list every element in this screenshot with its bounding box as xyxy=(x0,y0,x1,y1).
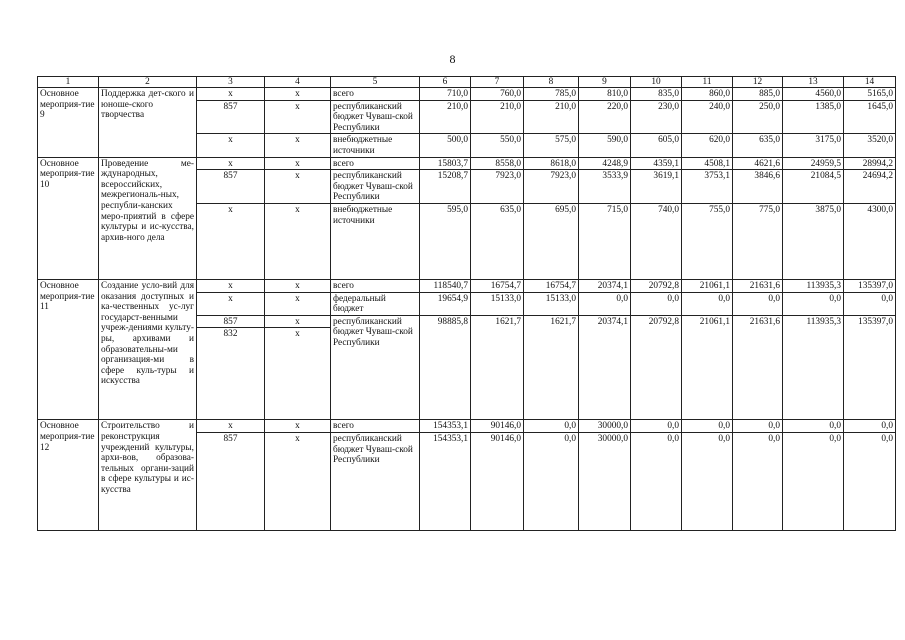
value-cell: 0,0 xyxy=(524,432,579,530)
value-cell: 24959,5 xyxy=(783,157,844,170)
code-cell: 857 xyxy=(197,170,265,204)
header-cell: 9 xyxy=(579,77,631,88)
value-cell: 4508,1 xyxy=(682,157,733,170)
value-cell: 7923,0 xyxy=(524,170,579,204)
value-cell: 20792,8 xyxy=(631,315,682,420)
value-cell: 7923,0 xyxy=(471,170,524,204)
value-cell: 0,0 xyxy=(844,292,896,315)
funding-source: внебюджетные источники xyxy=(331,203,420,279)
value-cell: 4300,0 xyxy=(844,203,896,279)
value-cell: 0,0 xyxy=(682,420,733,433)
header-cell: 6 xyxy=(420,77,471,88)
value-cell: 860,0 xyxy=(682,88,733,101)
funding-source: всего xyxy=(331,279,420,292)
value-cell: 4560,0 xyxy=(783,88,844,101)
value-cell: 135397,0 xyxy=(844,279,896,292)
value-cell: 250,0 xyxy=(733,100,783,134)
value-cell: 1645,0 xyxy=(844,100,896,134)
code-cell: x xyxy=(265,279,331,292)
value-cell: 0,0 xyxy=(844,420,896,433)
funding-source: всего xyxy=(331,157,420,170)
value-cell: 0,0 xyxy=(579,292,631,315)
code-cell: x xyxy=(265,157,331,170)
value-cell: 0,0 xyxy=(524,420,579,433)
value-cell: 755,0 xyxy=(682,203,733,279)
value-cell: 20792,8 xyxy=(631,279,682,292)
code-cell: x xyxy=(265,420,331,433)
measure-description: Поддержка дет-ского и юноше-ского творчества xyxy=(99,88,197,158)
value-cell: 3619,1 xyxy=(631,170,682,204)
page-number: 8 xyxy=(449,52,456,66)
value-cell: 24694,2 xyxy=(844,170,896,204)
code-cell: x xyxy=(197,203,265,279)
value-cell: 3533,9 xyxy=(579,170,631,204)
value-cell: 1385,0 xyxy=(783,100,844,134)
funding-source: республиканский бюджет Чуваш-ской Республики xyxy=(331,432,420,530)
value-cell: 605,0 xyxy=(631,134,682,157)
value-cell: 635,0 xyxy=(471,203,524,279)
code-cell: x xyxy=(265,432,331,530)
value-cell: 21084,5 xyxy=(783,170,844,204)
value-cell: 575,0 xyxy=(524,134,579,157)
value-cell: 16754,7 xyxy=(524,279,579,292)
value-cell: 4621,6 xyxy=(733,157,783,170)
code-cell: x xyxy=(265,88,331,101)
value-cell: 135397,0 xyxy=(844,315,896,420)
value-cell: 710,0 xyxy=(420,88,471,101)
value-cell: 0,0 xyxy=(844,432,896,530)
table-row xyxy=(38,88,896,101)
measure-name: Основное мероприя-тие 9 xyxy=(38,88,99,158)
funding-source: республиканский бюджет Чуваш-ской Республики xyxy=(331,315,420,420)
value-cell: 695,0 xyxy=(524,203,579,279)
value-cell: 740,0 xyxy=(631,203,682,279)
header-cell: 14 xyxy=(844,77,896,88)
code-cell: 857 xyxy=(197,432,265,530)
value-cell: 230,0 xyxy=(631,100,682,134)
header-cell: 11 xyxy=(682,77,733,88)
funding-source: внебюджетные источники xyxy=(331,134,420,157)
header-cell: 12 xyxy=(733,77,783,88)
code-cell: 857 xyxy=(197,315,265,328)
header-cell: 7 xyxy=(471,77,524,88)
header-cell: 8 xyxy=(524,77,579,88)
value-cell: 715,0 xyxy=(579,203,631,279)
value-cell: 21631,6 xyxy=(733,279,783,292)
code-cell: x xyxy=(265,315,331,328)
budget-table xyxy=(37,76,896,531)
value-cell: 595,0 xyxy=(420,203,471,279)
code-cell: x xyxy=(265,170,331,204)
code-cell: 832 xyxy=(197,328,265,420)
funding-source: всего xyxy=(331,420,420,433)
value-cell: 15133,0 xyxy=(471,292,524,315)
measure-name: Основное мероприя-тие 11 xyxy=(38,279,99,419)
measure-description: Проведение ме-ждународных, всероссийских, межрегиональ-ных, республи-канских меро-приятий в сфере культуры и ис-кусства, архив-ного дела xyxy=(99,157,197,279)
value-cell: 8618,0 xyxy=(524,157,579,170)
code-cell: x xyxy=(197,157,265,170)
value-cell: 21631,6 xyxy=(733,315,783,420)
value-cell: 0,0 xyxy=(783,292,844,315)
code-cell: 857 xyxy=(197,100,265,134)
value-cell: 785,0 xyxy=(524,88,579,101)
value-cell: 113935,3 xyxy=(783,279,844,292)
value-cell: 3175,0 xyxy=(783,134,844,157)
value-cell: 220,0 xyxy=(579,100,631,134)
value-cell: 4359,1 xyxy=(631,157,682,170)
value-cell: 113935,3 xyxy=(783,315,844,420)
value-cell: 0,0 xyxy=(733,432,783,530)
value-cell: 885,0 xyxy=(733,88,783,101)
value-cell: 15208,7 xyxy=(420,170,471,204)
value-cell: 3875,0 xyxy=(783,203,844,279)
value-cell: 16754,7 xyxy=(471,279,524,292)
value-cell: 90146,0 xyxy=(471,420,524,433)
code-cell: x xyxy=(265,100,331,134)
value-cell: 21061,1 xyxy=(682,315,733,420)
table-row xyxy=(38,157,896,170)
value-cell: 3520,0 xyxy=(844,134,896,157)
funding-source: федеральный бюджет xyxy=(331,292,420,315)
value-cell: 28994,2 xyxy=(844,157,896,170)
value-cell: 154353,1 xyxy=(420,420,471,433)
value-cell: 835,0 xyxy=(631,88,682,101)
code-cell: x xyxy=(197,292,265,315)
value-cell: 635,0 xyxy=(733,134,783,157)
code-cell: x xyxy=(197,420,265,433)
code-cell: x xyxy=(265,292,331,315)
measure-name: Основное мероприя-тие 10 xyxy=(38,157,99,279)
value-cell: 30000,0 xyxy=(579,420,631,433)
measure-name: Основное мероприя-тие 12 xyxy=(38,420,99,531)
header-cell: 3 xyxy=(197,77,265,88)
value-cell: 20374,1 xyxy=(579,279,631,292)
header-cell: 5 xyxy=(331,77,420,88)
value-cell: 15133,0 xyxy=(524,292,579,315)
header-cell: 4 xyxy=(265,77,331,88)
value-cell: 0,0 xyxy=(631,432,682,530)
value-cell: 0,0 xyxy=(783,420,844,433)
value-cell: 0,0 xyxy=(631,420,682,433)
funding-source: всего xyxy=(331,88,420,101)
table-row xyxy=(38,279,896,292)
value-cell: 3846,6 xyxy=(733,170,783,204)
header-cell: 13 xyxy=(783,77,844,88)
code-cell: x xyxy=(265,134,331,157)
measure-description: Создание усло-вий для оказания доступных и ка-чественных ус-луг государст-венными учреж-дениями культу-ры, архивами и образовательны-ми организация-ми в сфере куль-туры и искусства xyxy=(99,279,197,419)
value-cell: 0,0 xyxy=(733,420,783,433)
value-cell: 550,0 xyxy=(471,134,524,157)
value-cell: 5165,0 xyxy=(844,88,896,101)
code-cell: x xyxy=(197,279,265,292)
value-cell: 154353,1 xyxy=(420,432,471,530)
value-cell: 21061,1 xyxy=(682,279,733,292)
value-cell: 90146,0 xyxy=(471,432,524,530)
value-cell: 810,0 xyxy=(579,88,631,101)
value-cell: 590,0 xyxy=(579,134,631,157)
value-cell: 775,0 xyxy=(733,203,783,279)
value-cell: 210,0 xyxy=(524,100,579,134)
value-cell: 4248,9 xyxy=(579,157,631,170)
value-cell: 1621,7 xyxy=(471,315,524,420)
value-cell: 30000,0 xyxy=(579,432,631,530)
value-cell: 15803,7 xyxy=(420,157,471,170)
header-cell: 10 xyxy=(631,77,682,88)
value-cell: 0,0 xyxy=(682,292,733,315)
value-cell: 0,0 xyxy=(733,292,783,315)
header-cell: 2 xyxy=(99,77,197,88)
value-cell: 240,0 xyxy=(682,100,733,134)
value-cell: 19654,9 xyxy=(420,292,471,315)
code-cell: x xyxy=(197,88,265,101)
funding-source: республиканский бюджет Чуваш-ской Республики xyxy=(331,100,420,134)
value-cell: 0,0 xyxy=(682,432,733,530)
value-cell: 3753,1 xyxy=(682,170,733,204)
value-cell: 0,0 xyxy=(783,432,844,530)
measure-description: Строительство и реконструкция учреждений культуры, архи-вов, образова-тельных органи-заций в сфере культуры и ис-кусства xyxy=(99,420,197,531)
code-cell: x xyxy=(197,134,265,157)
value-cell: 0,0 xyxy=(631,292,682,315)
value-cell: 210,0 xyxy=(471,100,524,134)
value-cell: 8558,0 xyxy=(471,157,524,170)
value-cell: 98885,8 xyxy=(420,315,471,420)
table-header-row xyxy=(38,77,896,88)
value-cell: 500,0 xyxy=(420,134,471,157)
value-cell: 620,0 xyxy=(682,134,733,157)
value-cell: 1621,7 xyxy=(524,315,579,420)
table-row xyxy=(38,420,896,433)
funding-source: республиканский бюджет Чуваш-ской Республики xyxy=(331,170,420,204)
code-cell: x xyxy=(265,203,331,279)
value-cell: 20374,1 xyxy=(579,315,631,420)
header-cell: 1 xyxy=(38,77,99,88)
value-cell: 118540,7 xyxy=(420,279,471,292)
value-cell: 760,0 xyxy=(471,88,524,101)
code-cell: x xyxy=(265,328,331,420)
value-cell: 210,0 xyxy=(420,100,471,134)
